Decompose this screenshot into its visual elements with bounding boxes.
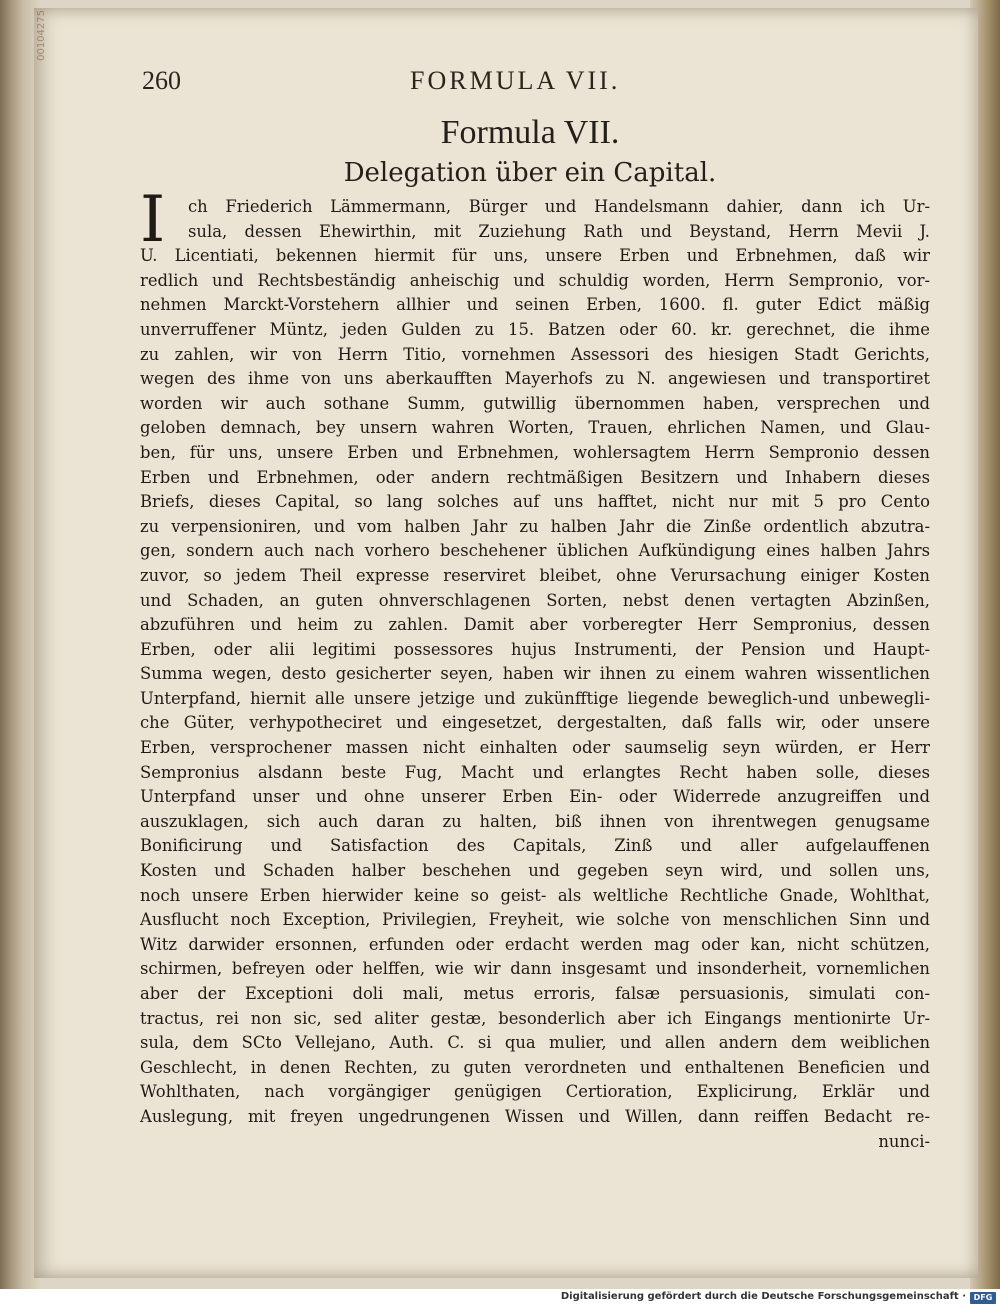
catchword: nunci-: [878, 1131, 930, 1151]
text-line: Witz darwider ersonnen, erfunden oder erdacht werden mag oder kan, nicht schützen,: [140, 934, 930, 954]
digitization-footer: [0, 1289, 1000, 1307]
dfg-logo: DFG: [970, 1292, 996, 1304]
text-line: Unterpfand unser und ohne unserer Erben Ein- oder Widerrede anzugreiffen und: [140, 787, 930, 807]
text-line: nehmen Marckt-Vorstehern allhier und seinen Erben, 1600. fl. guter Edict mäßig: [140, 295, 930, 315]
text-line: noch unsere Erben hierwider keine so geist- als weltliche Rechtliche Gnade, Wohlthat,: [140, 885, 930, 905]
text-line: auszuklagen, sich auch daran zu halten, biß ihnen von ihrentwegen genugsame: [140, 811, 930, 831]
text-line: Summa wegen, desto gesicherter seyen, haben wir ihnen zu einem wahren wissentlichen: [140, 664, 930, 684]
text-line: wegen des ihme von uns aberkaufften Mayerhofs zu N. angewiesen und transportiret: [140, 369, 930, 389]
running-head: [110, 66, 930, 106]
text-line: Unterpfand, hiernit alle unsere jetzige und zukünfftige liegende beweglich-und unbewegli-: [140, 688, 930, 708]
text-line: sula, dessen Ehewirthin, mit Zuziehung Rath und Beystand, Herrn Mevii J.: [188, 221, 930, 241]
text-line: Sempronius alsdann beste Fug, Macht und erlangtes Recht haben solle, dieses: [140, 762, 930, 782]
text-line: ch Friederich Lämmermann, Bürger und Handelsmann dahier, dann ich Ur-: [188, 197, 930, 216]
body-text: [140, 195, 930, 1154]
text-line: Wohlthaten, nach vorgängiger genügigen Certioration, Explicirung, Erklär und: [140, 1082, 930, 1102]
text-line: Geschlecht, in denen Rechten, zu guten verordneten und enthaltenen Beneficien und: [140, 1057, 930, 1077]
text-line: gen, sondern auch nach vorhero beschehener üblichen Aufkündigung eines halben Jahrs: [140, 541, 930, 561]
text-line: Ausflucht noch Exception, Privilegien, Freyheit, wie solche von menschlichen Sinn und: [140, 910, 930, 930]
formula-title: Formula VII.: [440, 114, 620, 151]
text-line: worden wir auch sothane Summ, gutwillig übernommen haben, versprechen und: [140, 393, 930, 413]
text-line: Bonificirung und Satisfaction des Capitals, Zinß und aller aufgelauffenen: [140, 836, 930, 856]
text-line: Erben, oder alii legitimi possessores hujus Instrumenti, der Pension und Haupt-: [140, 639, 930, 659]
text-line: ben, für uns, unsere Erben und Erbnehmen, wohlersagtem Herrn Sempronio dessen: [140, 442, 930, 462]
drop-capital: I: [140, 183, 166, 257]
text-line: unverruffener Müntz, jeden Gulden zu 15. Batzen oder 60. kr. gerechnet, die ihme: [140, 319, 930, 339]
text-line: abzuführen und heim zu zahlen. Damit aber vorberegter Herr Sempronius, dessen: [140, 615, 930, 635]
text-line: zuvor, so jedem Theil expresse reserviret bleibet, ohne Verursachung einiger Kosten: [140, 565, 930, 585]
text-line: zu verpensioniren, und vom halben Jahr zu halben Jahr die Zinße ordentlich abzutra-: [140, 516, 930, 536]
text-line: redlich und Rechtsbeständig anheischig und schuldig worden, Herrn Sempronio, vor-: [140, 270, 930, 290]
text-line: tractus, rei non sic, sed aliter gestæ, besonderlich aber ich Eingangs mentionirte Ur-: [140, 1008, 930, 1028]
page-number: 260: [142, 66, 181, 95]
text-line: Auslegung, mit freyen ungedrungenen Wissen und Willen, dann reiffen Bedacht re-: [140, 1106, 930, 1126]
section-subtitle: Delegation über ein Capital.: [343, 158, 717, 188]
text-line: che Güter, verhypotheciret und eingesetzet, dergestalten, daß falls wir, oder unsere: [140, 713, 930, 733]
text-line: sula, dem SCto Vellejano, Auth. C. si qua mulier, und allen andern dem weiblichen: [140, 1033, 930, 1053]
manuscript-number: 00104275: [36, 10, 47, 61]
text-line: zu zahlen, wir von Herrn Titio, vornehmen Assessori des hiesigen Stadt Gerichts,: [140, 344, 930, 364]
text-line: U. Licentiati, bekennen hiermit für uns, unsere Erben und Erbnehmen, daß wir: [140, 246, 930, 266]
text-line: Erben, versprochener massen nicht einhalten oder saumselig seyn würden, er Herr: [140, 738, 930, 758]
text-line: Erben und Erbnehmen, oder andern rechtmäßigen Besitzern und Inhabern dieses: [140, 467, 930, 487]
running-title: FORMULA VII.: [410, 66, 621, 95]
text-line: und Schaden, an guten ohnverschlagenen Sorten, nebst denen vertagten Abzinßen,: [140, 590, 930, 610]
text-line: Briefs, dieses Capital, so lang solches auf uns hafftet, nicht nur mit 5 pro Cento: [140, 492, 930, 512]
text-line: geloben demnach, bey unsern wahren Worten, Trauen, ehrlichen Namen, und Glau-: [140, 418, 930, 438]
text-line: Kosten und Schaden halber beschehen und gegeben seyn wird, und sollen uns,: [140, 861, 930, 881]
footer-credit: Digitalisierung gefördert durch die Deutsche Forschungsgemeinschaft ·: [560, 1291, 966, 1302]
text-line: aber der Exceptioni doli mali, metus erroris, falsæ persuasionis, simulati con-: [140, 984, 930, 1003]
text-line: schirmen, befreyen oder helffen, wie wir dann insgesamt und insonderheit, vornemlichen: [140, 959, 930, 979]
